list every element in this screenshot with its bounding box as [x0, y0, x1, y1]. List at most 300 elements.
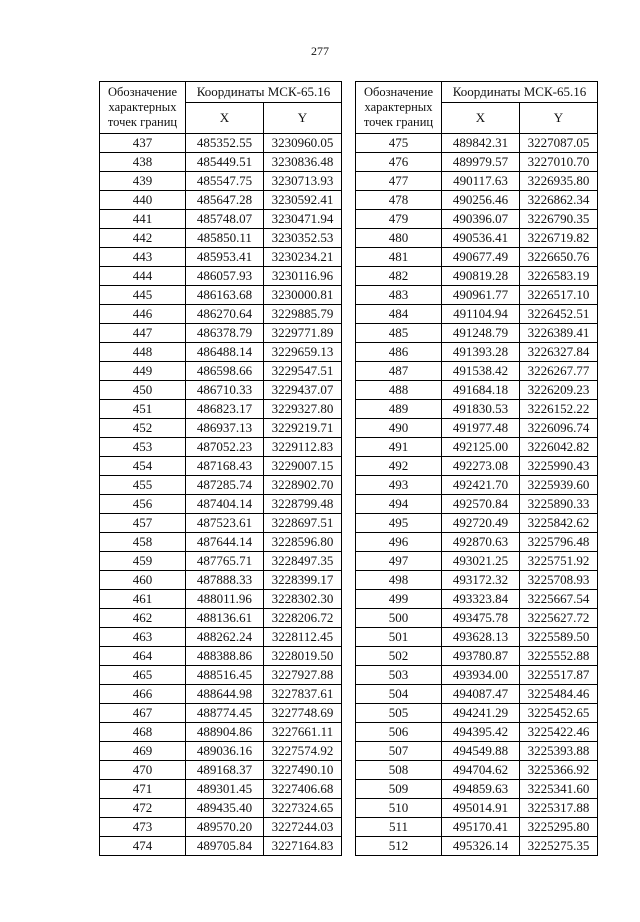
y-coordinate-cell: 3225317.88	[520, 799, 598, 818]
point-number-cell: 461	[100, 590, 186, 609]
table-row	[100, 229, 342, 248]
point-number-cell: 511	[356, 818, 442, 837]
point-number-cell: 445	[100, 286, 186, 305]
point-number-cell: 509	[356, 780, 442, 799]
y-coordinate-cell: 3229007.15	[264, 457, 342, 476]
point-number-cell: 503	[356, 666, 442, 685]
point-number-cell: 470	[100, 761, 186, 780]
point-number-cell: 463	[100, 628, 186, 647]
y-coordinate-cell: 3225452.65	[520, 704, 598, 723]
x-coordinate-cell: 490961.77	[442, 286, 520, 305]
point-number-cell: 464	[100, 647, 186, 666]
point-number-cell: 472	[100, 799, 186, 818]
point-number-cell: 444	[100, 267, 186, 286]
y-coordinate-cell: 3230713.93	[264, 172, 342, 191]
y-coordinate-cell: 3225517.87	[520, 666, 598, 685]
point-number-cell: 477	[356, 172, 442, 191]
y-coordinate-cell: 3226096.74	[520, 419, 598, 438]
y-coordinate-cell: 3226389.41	[520, 324, 598, 343]
table-row	[100, 495, 342, 514]
coordinates-table-right	[355, 81, 598, 856]
y-coordinate-cell: 3228902.70	[264, 476, 342, 495]
point-number-cell: 505	[356, 704, 442, 723]
table-row	[356, 191, 598, 210]
x-coordinate-cell: 488136.61	[186, 609, 264, 628]
point-number-cell: 478	[356, 191, 442, 210]
y-coordinate-cell: 3226517.10	[520, 286, 598, 305]
x-coordinate-cell: 495170.41	[442, 818, 520, 837]
x-coordinate-cell: 493475.78	[442, 609, 520, 628]
table-row	[356, 172, 598, 191]
table-row	[100, 647, 342, 666]
table-row	[356, 438, 598, 457]
table-row	[100, 818, 342, 837]
table-row	[356, 419, 598, 438]
point-number-cell: 454	[100, 457, 186, 476]
y-coordinate-cell: 3228596.80	[264, 533, 342, 552]
point-number-cell: 510	[356, 799, 442, 818]
point-number-cell: 483	[356, 286, 442, 305]
y-coordinate-cell: 3227661.11	[264, 723, 342, 742]
point-number-cell: 508	[356, 761, 442, 780]
table-row	[356, 704, 598, 723]
table-row	[100, 134, 342, 153]
point-number-cell: 501	[356, 628, 442, 647]
x-coordinate-cell: 493021.25	[442, 552, 520, 571]
table-row	[100, 666, 342, 685]
table-row	[356, 343, 598, 362]
x-coordinate-cell: 491104.94	[442, 305, 520, 324]
point-number-cell: 480	[356, 229, 442, 248]
point-number-cell: 465	[100, 666, 186, 685]
y-coordinate-cell: 3229437.07	[264, 381, 342, 400]
y-coordinate-cell: 3227574.92	[264, 742, 342, 761]
table-row	[356, 210, 598, 229]
y-coordinate-cell: 3228799.48	[264, 495, 342, 514]
x-coordinate-cell: 494395.42	[442, 723, 520, 742]
point-number-cell: 457	[100, 514, 186, 533]
x-coordinate-cell: 490256.46	[442, 191, 520, 210]
y-coordinate-cell: 3226209.23	[520, 381, 598, 400]
x-coordinate-cell: 486378.79	[186, 324, 264, 343]
table-row	[356, 248, 598, 267]
table-row	[100, 305, 342, 324]
table-row	[100, 704, 342, 723]
x-coordinate-cell: 488516.45	[186, 666, 264, 685]
y-coordinate-cell: 3229771.89	[264, 324, 342, 343]
x-coordinate-cell: 487168.43	[186, 457, 264, 476]
x-coordinate-cell: 490677.49	[442, 248, 520, 267]
point-number-cell: 512	[356, 837, 442, 856]
point-number-cell: 496	[356, 533, 442, 552]
x-coordinate-cell: 487052.23	[186, 438, 264, 457]
point-number-cell: 488	[356, 381, 442, 400]
coordinates-table-left	[99, 81, 342, 856]
table-row	[100, 381, 342, 400]
x-coordinate-cell: 487523.61	[186, 514, 264, 533]
table-row	[100, 799, 342, 818]
x-coordinate-cell: 491248.79	[442, 324, 520, 343]
x-coordinate-cell: 491538.42	[442, 362, 520, 381]
y-coordinate-cell: 3225842.62	[520, 514, 598, 533]
point-number-cell: 504	[356, 685, 442, 704]
point-number-cell: 494	[356, 495, 442, 514]
y-coordinate-cell: 3226583.19	[520, 267, 598, 286]
y-coordinate-cell: 3229112.83	[264, 438, 342, 457]
point-number-cell: 452	[100, 419, 186, 438]
point-number-cell: 448	[100, 343, 186, 362]
table-row	[356, 362, 598, 381]
point-number-cell: 467	[100, 704, 186, 723]
table-row	[100, 571, 342, 590]
table-row	[100, 419, 342, 438]
point-number-cell: 469	[100, 742, 186, 761]
y-coordinate-cell: 3225589.50	[520, 628, 598, 647]
x-coordinate-cell: 488011.96	[186, 590, 264, 609]
point-number-cell: 438	[100, 153, 186, 172]
point-number-cell: 502	[356, 647, 442, 666]
x-coordinate-cell: 493934.00	[442, 666, 520, 685]
y-coordinate-cell: 3230592.41	[264, 191, 342, 210]
x-coordinate-cell: 485647.28	[186, 191, 264, 210]
point-number-cell: 476	[356, 153, 442, 172]
y-coordinate-cell: 3228399.17	[264, 571, 342, 590]
x-coordinate-cell: 486937.13	[186, 419, 264, 438]
table-row	[100, 742, 342, 761]
y-coordinate-cell: 3225275.35	[520, 837, 598, 856]
x-coordinate-cell: 486057.93	[186, 267, 264, 286]
coordinates-header: Координаты МСК-65.16	[186, 82, 342, 103]
x-coordinate-cell: 487888.33	[186, 571, 264, 590]
x-coordinate-cell: 492720.49	[442, 514, 520, 533]
point-number-cell: 485	[356, 324, 442, 343]
y-coordinate-cell: 3225796.48	[520, 533, 598, 552]
y-coordinate-cell: 3225708.93	[520, 571, 598, 590]
point-number-cell: 486	[356, 343, 442, 362]
y-coordinate-cell: 3225552.88	[520, 647, 598, 666]
y-coordinate-cell: 3227324.65	[264, 799, 342, 818]
x-coordinate-cell: 495326.14	[442, 837, 520, 856]
y-coordinate-cell: 3230234.21	[264, 248, 342, 267]
y-coordinate-cell: 3230352.53	[264, 229, 342, 248]
table-row	[100, 723, 342, 742]
table-row	[100, 533, 342, 552]
point-designation-header: Обозначение характерных точек границ	[100, 82, 186, 134]
table-body	[100, 82, 342, 856]
y-coordinate-cell: 3227244.03	[264, 818, 342, 837]
point-number-cell: 453	[100, 438, 186, 457]
point-number-cell: 449	[100, 362, 186, 381]
x-coordinate-cell: 490396.07	[442, 210, 520, 229]
point-number-cell: 481	[356, 248, 442, 267]
y-coordinate-cell: 3227010.70	[520, 153, 598, 172]
point-number-cell: 458	[100, 533, 186, 552]
point-number-cell: 468	[100, 723, 186, 742]
table-row	[356, 324, 598, 343]
table-row	[100, 286, 342, 305]
point-number-cell: 479	[356, 210, 442, 229]
point-number-cell: 440	[100, 191, 186, 210]
x-coordinate-cell: 488644.98	[186, 685, 264, 704]
x-coordinate-cell: 490536.41	[442, 229, 520, 248]
x-coordinate-cell: 493323.84	[442, 590, 520, 609]
point-number-cell: 498	[356, 571, 442, 590]
x-coordinate-cell: 489168.37	[186, 761, 264, 780]
point-number-cell: 495	[356, 514, 442, 533]
x-coordinate-cell: 495014.91	[442, 799, 520, 818]
x-coordinate-cell: 494241.29	[442, 704, 520, 723]
table-row	[100, 514, 342, 533]
y-coordinate-cell: 3226152.22	[520, 400, 598, 419]
point-number-cell: 482	[356, 267, 442, 286]
x-coordinate-cell: 487765.71	[186, 552, 264, 571]
x-coordinate-cell: 485850.11	[186, 229, 264, 248]
table-row	[100, 590, 342, 609]
x-coordinate-cell: 489036.16	[186, 742, 264, 761]
x-coordinate-cell: 491977.48	[442, 419, 520, 438]
table-row	[356, 780, 598, 799]
x-coordinate-cell: 492421.70	[442, 476, 520, 495]
x-coordinate-cell: 485748.07	[186, 210, 264, 229]
table-row	[356, 552, 598, 571]
x-coordinate-cell: 487644.14	[186, 533, 264, 552]
y-coordinate-cell: 3227927.88	[264, 666, 342, 685]
x-coordinate-cell: 486710.33	[186, 381, 264, 400]
table-row	[356, 514, 598, 533]
x-coordinate-cell: 492870.63	[442, 533, 520, 552]
table-body	[356, 82, 598, 856]
y-column-header: Y	[520, 103, 598, 134]
x-coordinate-cell: 488904.86	[186, 723, 264, 742]
point-number-cell: 491	[356, 438, 442, 457]
table-row	[100, 267, 342, 286]
x-coordinate-cell: 489979.57	[442, 153, 520, 172]
x-coordinate-cell: 493628.13	[442, 628, 520, 647]
point-number-cell: 460	[100, 571, 186, 590]
table-row	[100, 210, 342, 229]
point-number-cell: 439	[100, 172, 186, 191]
point-number-cell: 442	[100, 229, 186, 248]
header-row	[356, 82, 598, 103]
point-number-cell: 437	[100, 134, 186, 153]
x-coordinate-cell: 486270.64	[186, 305, 264, 324]
point-number-cell: 466	[100, 685, 186, 704]
table-row	[356, 381, 598, 400]
point-number-cell: 500	[356, 609, 442, 628]
point-number-cell: 507	[356, 742, 442, 761]
x-coordinate-cell: 494859.63	[442, 780, 520, 799]
x-coordinate-cell: 485352.55	[186, 134, 264, 153]
table-row	[100, 172, 342, 191]
table-row	[356, 685, 598, 704]
y-coordinate-cell: 3226862.34	[520, 191, 598, 210]
y-coordinate-cell: 3229327.80	[264, 400, 342, 419]
x-column-header: X	[442, 103, 520, 134]
table-row	[100, 552, 342, 571]
x-coordinate-cell: 487404.14	[186, 495, 264, 514]
x-coordinate-cell: 491393.28	[442, 343, 520, 362]
x-coordinate-cell: 485953.41	[186, 248, 264, 267]
y-coordinate-cell: 3225939.60	[520, 476, 598, 495]
point-designation-header: Обозначение характерных точек границ	[356, 82, 442, 134]
table-row	[356, 495, 598, 514]
x-coordinate-cell: 486163.68	[186, 286, 264, 305]
table-row	[100, 685, 342, 704]
point-number-cell: 490	[356, 419, 442, 438]
table-row	[100, 191, 342, 210]
y-coordinate-cell: 3226327.84	[520, 343, 598, 362]
page-number: 277	[311, 44, 329, 58]
table-row	[356, 609, 598, 628]
point-number-cell: 456	[100, 495, 186, 514]
x-coordinate-cell: 490117.63	[442, 172, 520, 191]
table-row	[356, 666, 598, 685]
table-row	[100, 153, 342, 172]
table-row	[100, 362, 342, 381]
point-number-cell: 447	[100, 324, 186, 343]
x-coordinate-cell: 487285.74	[186, 476, 264, 495]
y-coordinate-cell: 3225990.43	[520, 457, 598, 476]
table-row	[356, 723, 598, 742]
point-number-cell: 450	[100, 381, 186, 400]
table-row	[356, 153, 598, 172]
y-coordinate-cell: 3227087.05	[520, 134, 598, 153]
table-row	[100, 476, 342, 495]
y-coordinate-cell: 3225751.92	[520, 552, 598, 571]
table-row	[356, 134, 598, 153]
y-coordinate-cell: 3225295.80	[520, 818, 598, 837]
point-number-cell: 462	[100, 609, 186, 628]
y-coordinate-cell: 3225667.54	[520, 590, 598, 609]
x-coordinate-cell: 489842.31	[442, 134, 520, 153]
x-coordinate-cell: 489301.45	[186, 780, 264, 799]
point-number-cell: 492	[356, 457, 442, 476]
y-coordinate-cell: 3228206.72	[264, 609, 342, 628]
table-row	[356, 799, 598, 818]
y-coordinate-cell: 3226452.51	[520, 305, 598, 324]
x-column-header: X	[186, 103, 264, 134]
table-row	[356, 742, 598, 761]
point-number-cell: 455	[100, 476, 186, 495]
y-coordinate-cell: 3230116.96	[264, 267, 342, 286]
point-number-cell: 441	[100, 210, 186, 229]
y-coordinate-cell: 3230471.94	[264, 210, 342, 229]
point-number-cell: 489	[356, 400, 442, 419]
y-coordinate-cell: 3226790.35	[520, 210, 598, 229]
table-row	[100, 837, 342, 856]
table-row	[356, 533, 598, 552]
table-row	[356, 267, 598, 286]
x-coordinate-cell: 493780.87	[442, 647, 520, 666]
x-coordinate-cell: 486488.14	[186, 343, 264, 362]
x-coordinate-cell: 486823.17	[186, 400, 264, 419]
x-coordinate-cell: 491684.18	[442, 381, 520, 400]
y-coordinate-cell: 3228019.50	[264, 647, 342, 666]
y-coordinate-cell: 3226042.82	[520, 438, 598, 457]
point-number-cell: 471	[100, 780, 186, 799]
y-coordinate-cell: 3225484.46	[520, 685, 598, 704]
y-coordinate-cell: 3225890.33	[520, 495, 598, 514]
point-number-cell: 459	[100, 552, 186, 571]
point-number-cell: 484	[356, 305, 442, 324]
table-row	[356, 286, 598, 305]
y-coordinate-cell: 3230960.05	[264, 134, 342, 153]
x-coordinate-cell: 485547.75	[186, 172, 264, 191]
x-coordinate-cell: 485449.51	[186, 153, 264, 172]
y-coordinate-cell: 3226650.76	[520, 248, 598, 267]
y-coordinate-cell: 3226267.77	[520, 362, 598, 381]
y-coordinate-cell: 3227490.10	[264, 761, 342, 780]
table-row	[356, 229, 598, 248]
point-number-cell: 493	[356, 476, 442, 495]
x-coordinate-cell: 494087.47	[442, 685, 520, 704]
point-number-cell: 443	[100, 248, 186, 267]
table-row	[356, 476, 598, 495]
point-number-cell: 506	[356, 723, 442, 742]
x-coordinate-cell: 488262.24	[186, 628, 264, 647]
y-coordinate-cell: 3225627.72	[520, 609, 598, 628]
x-coordinate-cell: 491830.53	[442, 400, 520, 419]
x-coordinate-cell: 492273.08	[442, 457, 520, 476]
table-row	[100, 343, 342, 362]
table-row	[100, 780, 342, 799]
table-row	[100, 400, 342, 419]
point-number-cell: 446	[100, 305, 186, 324]
point-number-cell: 473	[100, 818, 186, 837]
y-coordinate-cell: 3225341.60	[520, 780, 598, 799]
x-coordinate-cell: 490819.28	[442, 267, 520, 286]
table-row	[356, 590, 598, 609]
x-coordinate-cell: 492570.84	[442, 495, 520, 514]
table-row	[356, 818, 598, 837]
table-row	[100, 628, 342, 647]
table-row	[100, 609, 342, 628]
table-row	[100, 324, 342, 343]
y-coordinate-cell: 3225366.92	[520, 761, 598, 780]
point-number-cell: 474	[100, 837, 186, 856]
table-row	[356, 837, 598, 856]
y-coordinate-cell: 3225393.88	[520, 742, 598, 761]
table-row	[356, 761, 598, 780]
table-row	[100, 438, 342, 457]
y-coordinate-cell: 3230836.48	[264, 153, 342, 172]
y-coordinate-cell: 3228302.30	[264, 590, 342, 609]
x-coordinate-cell: 494549.88	[442, 742, 520, 761]
y-coordinate-cell: 3229659.13	[264, 343, 342, 362]
x-coordinate-cell: 492125.00	[442, 438, 520, 457]
x-coordinate-cell: 494704.62	[442, 761, 520, 780]
coordinates-header: Координаты МСК-65.16	[442, 82, 598, 103]
y-coordinate-cell: 3226719.82	[520, 229, 598, 248]
y-coordinate-cell: 3229219.71	[264, 419, 342, 438]
y-coordinate-cell: 3228497.35	[264, 552, 342, 571]
y-coordinate-cell: 3227837.61	[264, 685, 342, 704]
point-number-cell: 475	[356, 134, 442, 153]
point-number-cell: 451	[100, 400, 186, 419]
y-coordinate-cell: 3227406.68	[264, 780, 342, 799]
x-coordinate-cell: 486598.66	[186, 362, 264, 381]
x-coordinate-cell: 489705.84	[186, 837, 264, 856]
x-coordinate-cell: 489570.20	[186, 818, 264, 837]
table-row	[100, 761, 342, 780]
x-coordinate-cell: 493172.32	[442, 571, 520, 590]
point-number-cell: 497	[356, 552, 442, 571]
y-coordinate-cell: 3228112.45	[264, 628, 342, 647]
header-row	[100, 82, 342, 103]
table-row	[356, 400, 598, 419]
table-row	[356, 628, 598, 647]
y-coordinate-cell: 3229547.51	[264, 362, 342, 381]
